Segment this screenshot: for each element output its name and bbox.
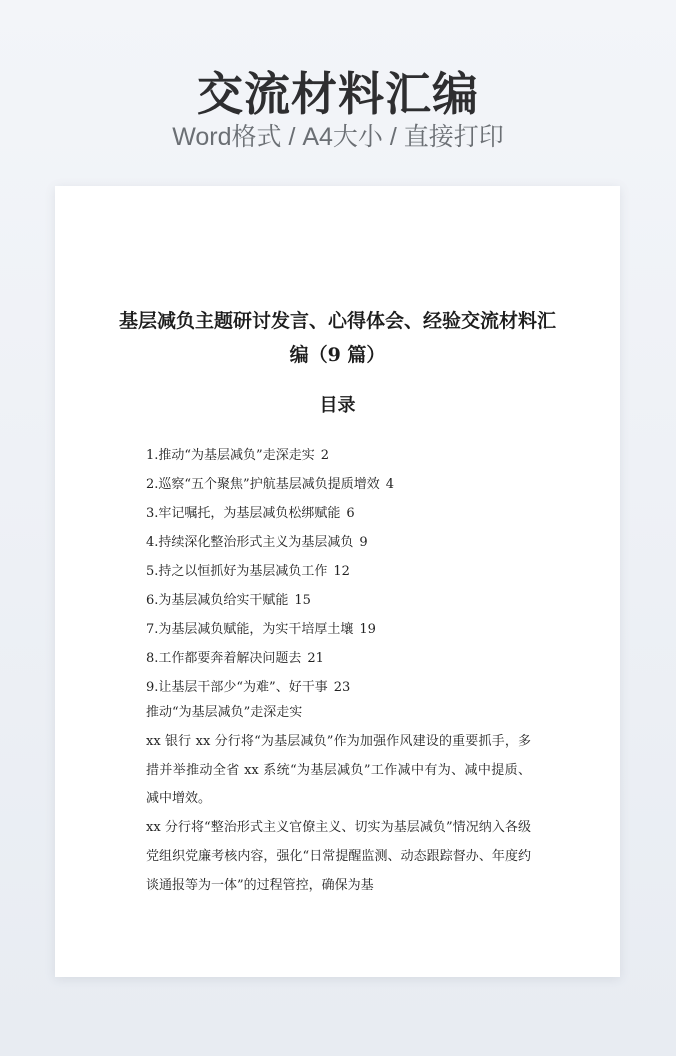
toc-item-label: 6.为基层减负给实干赋能 [146, 593, 289, 608]
paragraph: xx 分行将“整治形式主义官僚主义、切实为基层减负”情况纳入各级党组织党廉考核内容，强化“日常提醒监测、动态跟踪督办、年度约谈通报等为一体”的过程管控，确保为基 [146, 820, 531, 893]
toc-item-label: 2.巡察“五个聚焦”护航基层减负提质增效 [146, 477, 380, 492]
body-text [146, 699, 531, 901]
toc-item-label: 8.工作都要奔着解决问题去 [146, 651, 302, 666]
toc-item [146, 586, 536, 615]
section-title: 推动“为基层减负”走深走实 [146, 705, 303, 720]
toc-item-page: 9 [359, 535, 368, 550]
toc-item-label: 5.持之以恒抓好为基层减负工作 [146, 564, 328, 579]
toc-item-page: 23 [333, 680, 351, 695]
toc-item [146, 499, 536, 528]
toc-item [146, 557, 536, 586]
toc-item-label: 4.持续深化整治形式主义为基层减负 [146, 535, 354, 550]
document-page [55, 186, 620, 977]
toc-heading: 目录 [319, 395, 356, 416]
toc-item [146, 528, 536, 557]
toc-item [146, 673, 536, 702]
document-title: 基层减负主题研讨发言、心得体会、经验交流材料汇编（9 篇） [118, 310, 556, 366]
toc-item-label: 3.牢记嘱托，为基层减负松绑赋能 [146, 506, 341, 521]
banner-title: 交流材料汇编 [197, 67, 479, 121]
banner [0, 0, 676, 180]
toc-item-label: 7.为基层减负赋能，为实干培厚土壤 [146, 622, 354, 637]
toc-item-label: 9.让基层干部少“为难”、好干事 [146, 680, 328, 695]
toc-item-page: 6 [346, 506, 355, 521]
toc-item [146, 644, 536, 673]
toc-item-page: 19 [359, 622, 376, 637]
toc-item-page: 15 [294, 593, 311, 608]
toc-item [146, 470, 536, 499]
toc-item [146, 441, 536, 470]
table-of-contents [146, 441, 536, 702]
toc-item [146, 615, 536, 644]
toc-item-page: 12 [333, 564, 350, 579]
toc-item-page: 21 [307, 651, 324, 666]
toc-item-label: 1.推动“为基层减负”走深走实 [146, 448, 315, 463]
banner-subtitle: Word格式 / A4大小 / 直接打印 [172, 123, 504, 151]
toc-item-page: 2 [320, 448, 329, 463]
toc-item-page: 4 [385, 477, 394, 492]
paragraph: xx 银行 xx 分行将“为基层减负”作为加强作风建设的重要抓手，多措并举推动全省 xx 系统“为基层减负”工作减中有为、减中提质、减中增效。 [146, 733, 531, 807]
